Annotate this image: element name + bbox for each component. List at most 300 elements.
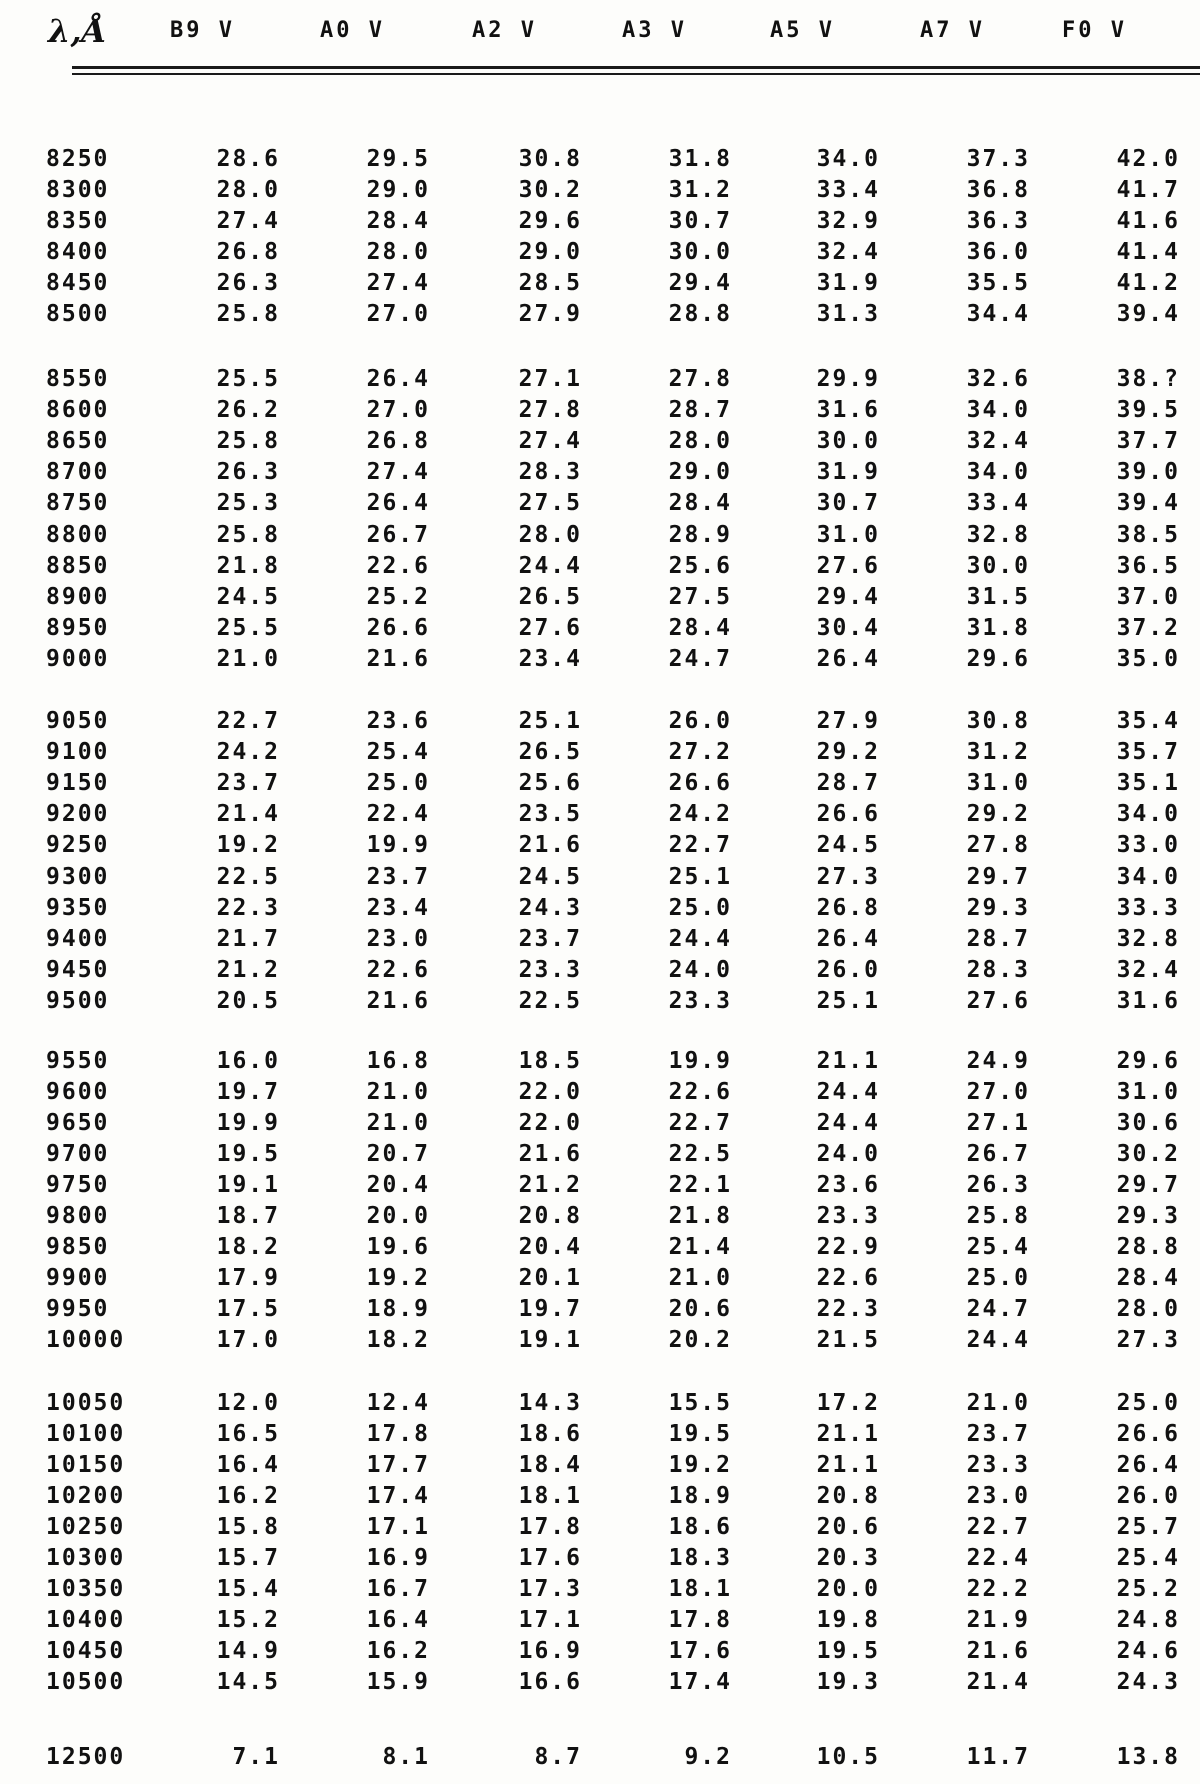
value-cell: 31.9 bbox=[816, 270, 880, 296]
value-cell: 22.4 bbox=[966, 1545, 1030, 1571]
value-cell: 8.1 bbox=[382, 1744, 430, 1770]
value-cell: 21.0 bbox=[966, 1390, 1030, 1416]
wavelength-cell: 9550 bbox=[46, 1048, 110, 1074]
value-cell: 20.8 bbox=[518, 1203, 582, 1229]
value-cell: 21.6 bbox=[366, 987, 430, 1014]
value-cell: 21.4 bbox=[966, 1669, 1030, 1695]
value-cell: 15.4 bbox=[216, 1576, 280, 1602]
value-cell: 26.4 bbox=[366, 366, 430, 392]
value-cell: 24.3 bbox=[518, 894, 582, 921]
value-cell: 32.4 bbox=[816, 239, 880, 265]
value-cell: 24.8 bbox=[1116, 1607, 1180, 1633]
value-cell: 32.8 bbox=[966, 521, 1030, 548]
value-cell: 32.4 bbox=[1116, 956, 1180, 983]
value-cell: 23.4 bbox=[518, 645, 582, 672]
wavelength-cell: 9450 bbox=[46, 956, 110, 983]
value-cell: 21.6 bbox=[518, 832, 582, 859]
header-a5v: A5 V bbox=[770, 18, 835, 43]
value-cell: 25.5 bbox=[216, 366, 280, 392]
header-a2v: A2 V bbox=[472, 18, 537, 43]
value-cell: 24.0 bbox=[668, 956, 732, 983]
wavelength-cell: 9200 bbox=[46, 801, 110, 828]
value-cell: 15.7 bbox=[216, 1545, 280, 1571]
value-cell: 33.4 bbox=[966, 490, 1030, 517]
value-cell: 21.6 bbox=[966, 1638, 1030, 1664]
value-cell: 17.1 bbox=[366, 1514, 430, 1540]
wavelength-cell: 8300 bbox=[46, 177, 110, 203]
value-cell: 35.5 bbox=[966, 270, 1030, 296]
wavelength-cell: 8400 bbox=[46, 239, 110, 265]
value-cell: 11.7 bbox=[966, 1744, 1030, 1770]
value-cell: 18.3 bbox=[668, 1545, 732, 1571]
value-cell: 28.8 bbox=[668, 301, 732, 327]
value-cell: 27.0 bbox=[366, 301, 430, 327]
table-row bbox=[0, 1108, 1200, 1139]
value-cell: 35.4 bbox=[1116, 708, 1180, 734]
value-cell: 29.6 bbox=[966, 645, 1030, 672]
value-cell: 24.7 bbox=[668, 645, 732, 672]
value-cell: 18.9 bbox=[366, 1296, 430, 1322]
value-cell: 17.8 bbox=[366, 1421, 430, 1447]
value-cell: 29.0 bbox=[518, 239, 582, 265]
value-cell: 26.4 bbox=[366, 490, 430, 517]
value-cell: 27.5 bbox=[518, 490, 582, 517]
value-cell: 28.0 bbox=[1116, 1296, 1180, 1322]
wavelength-cell: 8950 bbox=[46, 614, 110, 641]
table-row bbox=[0, 1139, 1200, 1170]
value-cell: 29.0 bbox=[668, 459, 732, 486]
value-cell: 16.7 bbox=[366, 1576, 430, 1602]
value-cell: 17.6 bbox=[668, 1638, 732, 1664]
value-cell: 39.4 bbox=[1116, 490, 1180, 517]
table-row bbox=[0, 175, 1200, 206]
value-cell: 27.4 bbox=[216, 208, 280, 234]
value-cell: 7.1 bbox=[232, 1744, 280, 1770]
value-cell: 20.3 bbox=[816, 1545, 880, 1571]
table-row bbox=[0, 924, 1200, 955]
value-cell: 36.3 bbox=[966, 208, 1030, 234]
value-cell: 34.0 bbox=[1116, 801, 1180, 828]
value-cell: 24.5 bbox=[518, 863, 582, 890]
value-cell: 24.2 bbox=[668, 801, 732, 828]
wavelength-cell: 10000 bbox=[46, 1327, 126, 1353]
value-cell: 27.1 bbox=[518, 366, 582, 392]
value-cell: 26.2 bbox=[216, 397, 280, 424]
value-cell: 24.0 bbox=[816, 1141, 880, 1167]
table-row bbox=[0, 1667, 1200, 1698]
value-cell: 21.7 bbox=[216, 925, 280, 952]
value-cell: 31.2 bbox=[966, 739, 1030, 766]
value-cell: 28.3 bbox=[966, 956, 1030, 983]
value-cell: 23.3 bbox=[816, 1203, 880, 1229]
value-cell: 30.2 bbox=[518, 177, 582, 203]
value-cell: 22.3 bbox=[816, 1296, 880, 1322]
table-row bbox=[0, 986, 1200, 1017]
wavelength-cell: 10450 bbox=[46, 1638, 126, 1664]
table-row bbox=[0, 893, 1200, 924]
wavelength-cell: 9900 bbox=[46, 1265, 110, 1291]
value-cell: 29.0 bbox=[366, 177, 430, 203]
value-cell: 19.5 bbox=[668, 1421, 732, 1447]
wavelength-cell: 8750 bbox=[46, 490, 110, 517]
value-cell: 31.0 bbox=[1116, 1079, 1180, 1105]
value-cell: 19.8 bbox=[816, 1607, 880, 1633]
value-cell: 25.6 bbox=[518, 770, 582, 797]
value-cell: 16.0 bbox=[216, 1048, 280, 1074]
table-row bbox=[0, 1170, 1200, 1201]
value-cell: 17.4 bbox=[668, 1669, 732, 1695]
wavelength-cell: 9400 bbox=[46, 925, 110, 952]
value-cell: 28.7 bbox=[668, 397, 732, 424]
value-cell: 32.4 bbox=[966, 428, 1030, 455]
table-row bbox=[0, 426, 1200, 457]
value-cell: 34.0 bbox=[966, 397, 1030, 424]
value-cell: 24.9 bbox=[966, 1048, 1030, 1074]
header-a3v: A3 V bbox=[622, 18, 687, 43]
value-cell: 28.7 bbox=[816, 770, 880, 797]
value-cell: 26.8 bbox=[816, 894, 880, 921]
table-row bbox=[0, 613, 1200, 644]
value-cell: 32.9 bbox=[816, 208, 880, 234]
value-cell: 22.5 bbox=[518, 987, 582, 1014]
table-row bbox=[0, 1742, 1200, 1773]
value-cell: 21.6 bbox=[518, 1141, 582, 1167]
value-cell: 23.6 bbox=[366, 708, 430, 734]
value-cell: 25.8 bbox=[216, 428, 280, 455]
value-cell: 28.6 bbox=[216, 146, 280, 172]
value-cell: 25.6 bbox=[668, 552, 732, 579]
value-cell: 25.0 bbox=[966, 1265, 1030, 1291]
value-cell: 25.1 bbox=[668, 863, 732, 890]
value-cell: 18.6 bbox=[518, 1421, 582, 1447]
value-cell: 27.4 bbox=[366, 459, 430, 486]
value-cell: 22.6 bbox=[366, 552, 430, 579]
value-cell: 17.2 bbox=[816, 1390, 880, 1416]
wavelength-cell: 9650 bbox=[46, 1110, 110, 1136]
table-row bbox=[0, 1481, 1200, 1512]
value-cell: 33.3 bbox=[1116, 894, 1180, 921]
value-cell: 26.6 bbox=[1116, 1421, 1180, 1447]
value-cell: 30.0 bbox=[966, 552, 1030, 579]
value-cell: 28.7 bbox=[966, 925, 1030, 952]
value-cell: 25.2 bbox=[1116, 1576, 1180, 1602]
value-cell: 17.8 bbox=[518, 1514, 582, 1540]
value-cell: 26.3 bbox=[216, 270, 280, 296]
value-cell: 30.7 bbox=[668, 208, 732, 234]
value-cell: 20.5 bbox=[216, 987, 280, 1014]
value-cell: 29.7 bbox=[1116, 1172, 1180, 1198]
value-cell: 25.1 bbox=[518, 708, 582, 734]
table-row bbox=[0, 1388, 1200, 1419]
value-cell: 21.6 bbox=[366, 645, 430, 672]
wavelength-cell: 8450 bbox=[46, 270, 110, 296]
value-cell: 12.0 bbox=[216, 1390, 280, 1416]
table-row bbox=[0, 955, 1200, 986]
value-cell: 34.0 bbox=[966, 459, 1030, 486]
value-cell: 34.0 bbox=[1116, 863, 1180, 890]
value-cell: 32.6 bbox=[966, 366, 1030, 392]
value-cell: 22.7 bbox=[668, 1110, 732, 1136]
value-cell: 30.6 bbox=[1116, 1110, 1180, 1136]
value-cell: 17.0 bbox=[216, 1327, 280, 1353]
value-cell: 36.8 bbox=[966, 177, 1030, 203]
value-cell: 29.3 bbox=[966, 894, 1030, 921]
header-wavelength: λ,Å bbox=[48, 12, 107, 50]
table-row bbox=[0, 144, 1200, 175]
value-cell: 27.6 bbox=[816, 552, 880, 579]
value-cell: 31.3 bbox=[816, 301, 880, 327]
value-cell: 22.4 bbox=[366, 801, 430, 828]
value-cell: 35.1 bbox=[1116, 770, 1180, 797]
value-cell: 28.4 bbox=[366, 208, 430, 234]
value-cell: 41.6 bbox=[1116, 208, 1180, 234]
value-cell: 31.0 bbox=[966, 770, 1030, 797]
value-cell: 26.3 bbox=[216, 459, 280, 486]
wavelength-cell: 10150 bbox=[46, 1452, 126, 1478]
value-cell: 31.0 bbox=[816, 521, 880, 548]
header-b9v: B9 V bbox=[170, 18, 235, 43]
value-cell: 22.0 bbox=[518, 1110, 582, 1136]
value-cell: 18.4 bbox=[518, 1452, 582, 1478]
value-cell: 37.3 bbox=[966, 146, 1030, 172]
wavelength-cell: 10350 bbox=[46, 1576, 126, 1602]
value-cell: 28.0 bbox=[668, 428, 732, 455]
wavelength-cell: 9850 bbox=[46, 1234, 110, 1260]
value-cell: 41.4 bbox=[1116, 239, 1180, 265]
value-cell: 34.4 bbox=[966, 301, 1030, 327]
table-row bbox=[0, 237, 1200, 268]
value-cell: 13.8 bbox=[1116, 1744, 1180, 1770]
value-cell: 17.1 bbox=[518, 1607, 582, 1633]
value-cell: 21.8 bbox=[216, 552, 280, 579]
table-row bbox=[0, 1232, 1200, 1263]
value-cell: 21.1 bbox=[816, 1421, 880, 1447]
value-cell: 25.0 bbox=[366, 770, 430, 797]
value-cell: 26.4 bbox=[816, 645, 880, 672]
value-cell: 16.2 bbox=[216, 1483, 280, 1509]
value-cell: 24.4 bbox=[966, 1327, 1030, 1353]
value-cell: 30.2 bbox=[1116, 1141, 1180, 1167]
wavelength-cell: 9500 bbox=[46, 987, 110, 1014]
table-row bbox=[0, 1419, 1200, 1450]
value-cell: 18.1 bbox=[668, 1576, 732, 1602]
value-cell: 24.4 bbox=[816, 1079, 880, 1105]
value-cell: 22.0 bbox=[518, 1079, 582, 1105]
value-cell: 31.6 bbox=[816, 397, 880, 424]
value-cell: 20.7 bbox=[366, 1141, 430, 1167]
value-cell: 22.7 bbox=[216, 708, 280, 734]
value-cell: 29.6 bbox=[518, 208, 582, 234]
table-row bbox=[0, 862, 1200, 893]
value-cell: 17.6 bbox=[518, 1545, 582, 1571]
wavelength-cell: 9150 bbox=[46, 770, 110, 797]
value-cell: 29.3 bbox=[1116, 1203, 1180, 1229]
table-row bbox=[0, 1605, 1200, 1636]
value-cell: 21.1 bbox=[816, 1048, 880, 1074]
wavelength-cell: 8250 bbox=[46, 146, 110, 172]
value-cell: 41.2 bbox=[1116, 270, 1180, 296]
value-cell: 22.2 bbox=[966, 1576, 1030, 1602]
value-cell: 23.6 bbox=[816, 1172, 880, 1198]
value-cell: 29.4 bbox=[816, 583, 880, 610]
value-cell: 27.8 bbox=[518, 397, 582, 424]
value-cell: 27.1 bbox=[966, 1110, 1030, 1136]
table-row bbox=[0, 644, 1200, 675]
value-cell: 31.8 bbox=[966, 614, 1030, 641]
value-cell: 38.5 bbox=[1116, 521, 1180, 548]
value-cell: 28.9 bbox=[668, 521, 732, 548]
wavelength-cell: 8850 bbox=[46, 552, 110, 579]
value-cell: 27.6 bbox=[518, 614, 582, 641]
table-row bbox=[0, 1046, 1200, 1077]
table-row bbox=[0, 799, 1200, 830]
value-cell: 19.5 bbox=[216, 1141, 280, 1167]
value-cell: 39.5 bbox=[1116, 397, 1180, 424]
table-row bbox=[0, 737, 1200, 768]
value-cell: 12.4 bbox=[366, 1390, 430, 1416]
value-cell: 26.5 bbox=[518, 739, 582, 766]
value-cell: 23.3 bbox=[668, 987, 732, 1014]
value-cell: 23.3 bbox=[966, 1452, 1030, 1478]
header-f0v: F0 V bbox=[1062, 18, 1127, 43]
value-cell: 19.2 bbox=[366, 1265, 430, 1291]
value-cell: 21.1 bbox=[816, 1452, 880, 1478]
value-cell: 20.0 bbox=[816, 1576, 880, 1602]
value-cell: 21.2 bbox=[216, 956, 280, 983]
wavelength-cell: 10050 bbox=[46, 1390, 126, 1416]
value-cell: 15.8 bbox=[216, 1514, 280, 1540]
wavelength-cell: 9100 bbox=[46, 739, 110, 766]
value-cell: 21.9 bbox=[966, 1607, 1030, 1633]
wavelength-cell: 8900 bbox=[46, 583, 110, 610]
wavelength-cell: 10500 bbox=[46, 1669, 126, 1695]
value-cell: 18.6 bbox=[668, 1514, 732, 1540]
table-row bbox=[0, 830, 1200, 861]
value-cell: 14.3 bbox=[518, 1390, 582, 1416]
value-cell: 29.4 bbox=[668, 270, 732, 296]
value-cell: 28.5 bbox=[518, 270, 582, 296]
value-cell: 23.4 bbox=[366, 894, 430, 921]
table-row bbox=[0, 768, 1200, 799]
value-cell: 23.5 bbox=[518, 801, 582, 828]
value-cell: 25.3 bbox=[216, 490, 280, 517]
table-row bbox=[0, 457, 1200, 488]
value-cell: 23.7 bbox=[518, 925, 582, 952]
value-cell: 28.4 bbox=[1116, 1265, 1180, 1291]
value-cell: 35.7 bbox=[1116, 739, 1180, 766]
value-cell: 19.9 bbox=[216, 1110, 280, 1136]
value-cell: 26.6 bbox=[668, 770, 732, 797]
value-cell: 41.7 bbox=[1116, 177, 1180, 203]
value-cell: 22.6 bbox=[668, 1079, 732, 1105]
value-cell: 27.9 bbox=[816, 708, 880, 734]
value-cell: 14.5 bbox=[216, 1669, 280, 1695]
value-cell: 32.8 bbox=[1116, 925, 1180, 952]
value-cell: 27.3 bbox=[816, 863, 880, 890]
value-cell: 19.7 bbox=[216, 1079, 280, 1105]
value-cell: 22.6 bbox=[816, 1265, 880, 1291]
header-a7v: A7 V bbox=[920, 18, 985, 43]
table-row bbox=[0, 1543, 1200, 1574]
value-cell: 16.4 bbox=[366, 1607, 430, 1633]
value-cell: 22.3 bbox=[216, 894, 280, 921]
value-cell: 21.4 bbox=[216, 801, 280, 828]
value-cell: 24.2 bbox=[216, 739, 280, 766]
table-row bbox=[0, 1077, 1200, 1108]
value-cell: 26.3 bbox=[966, 1172, 1030, 1198]
value-cell: 37.2 bbox=[1116, 614, 1180, 641]
wavelength-cell: 9000 bbox=[46, 645, 110, 672]
value-cell: 24.3 bbox=[1116, 1669, 1180, 1695]
value-cell: 39.4 bbox=[1116, 301, 1180, 327]
value-cell: 27.0 bbox=[966, 1079, 1030, 1105]
value-cell: 23.0 bbox=[966, 1483, 1030, 1509]
value-cell: 18.2 bbox=[366, 1327, 430, 1353]
value-cell: 17.3 bbox=[518, 1576, 582, 1602]
value-cell: 29.6 bbox=[1116, 1048, 1180, 1074]
value-cell: 19.3 bbox=[816, 1669, 880, 1695]
table-row bbox=[0, 706, 1200, 737]
value-cell: 25.4 bbox=[1116, 1545, 1180, 1571]
wavelength-cell: 10400 bbox=[46, 1607, 126, 1633]
value-cell: 25.7 bbox=[1116, 1514, 1180, 1540]
value-cell: 29.9 bbox=[816, 366, 880, 392]
value-cell: 42.0 bbox=[1116, 146, 1180, 172]
value-cell: 36.0 bbox=[966, 239, 1030, 265]
value-cell: 19.6 bbox=[366, 1234, 430, 1260]
wavelength-cell: 10200 bbox=[46, 1483, 126, 1509]
table-row bbox=[0, 520, 1200, 551]
value-cell: 27.9 bbox=[518, 301, 582, 327]
value-cell: 27.4 bbox=[518, 428, 582, 455]
header-a0v: A0 V bbox=[320, 18, 385, 43]
value-cell: 29.2 bbox=[816, 739, 880, 766]
table-row bbox=[0, 1512, 1200, 1543]
value-cell: 25.2 bbox=[366, 583, 430, 610]
value-cell: 33.4 bbox=[816, 177, 880, 203]
table-row bbox=[0, 488, 1200, 519]
value-cell: 28.4 bbox=[668, 614, 732, 641]
wavelength-cell: 8500 bbox=[46, 301, 110, 327]
value-cell: 17.7 bbox=[366, 1452, 430, 1478]
value-cell: 19.2 bbox=[668, 1452, 732, 1478]
value-cell: 23.0 bbox=[366, 925, 430, 952]
table-row bbox=[0, 206, 1200, 237]
value-cell: 36.5 bbox=[1116, 552, 1180, 579]
table-row bbox=[0, 582, 1200, 613]
value-cell: 18.1 bbox=[518, 1483, 582, 1509]
value-cell: 27.8 bbox=[966, 832, 1030, 859]
value-cell: 28.4 bbox=[668, 490, 732, 517]
value-cell: 26.0 bbox=[668, 708, 732, 734]
table-row bbox=[0, 1263, 1200, 1294]
value-cell: 26.4 bbox=[816, 925, 880, 952]
value-cell: 28.0 bbox=[518, 521, 582, 548]
value-cell: 24.4 bbox=[816, 1110, 880, 1136]
value-cell: 17.8 bbox=[668, 1607, 732, 1633]
value-cell: 16.4 bbox=[216, 1452, 280, 1478]
value-cell: 24.7 bbox=[966, 1296, 1030, 1322]
value-cell: 27.2 bbox=[668, 739, 732, 766]
value-cell: 20.4 bbox=[366, 1172, 430, 1198]
value-cell: 31.5 bbox=[966, 583, 1030, 610]
value-cell: 30.7 bbox=[816, 490, 880, 517]
value-cell: 25.5 bbox=[216, 614, 280, 641]
value-cell: 19.2 bbox=[216, 832, 280, 859]
table-row bbox=[0, 1574, 1200, 1605]
wavelength-cell: 10300 bbox=[46, 1545, 126, 1571]
value-cell: 23.7 bbox=[966, 1421, 1030, 1447]
